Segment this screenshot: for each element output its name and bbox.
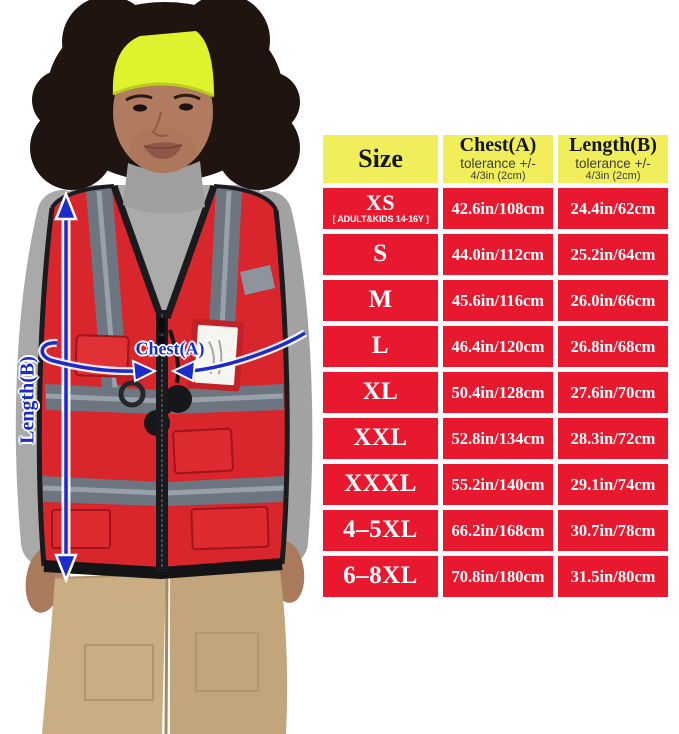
length-cell: 27.6in/70cm bbox=[558, 372, 668, 413]
size-cell: L bbox=[323, 326, 438, 367]
chest-cell: 52.8in/134cm bbox=[443, 418, 553, 459]
chest-cell: 66.2in/168cm bbox=[443, 510, 553, 551]
size-row-4-5xl bbox=[323, 510, 668, 551]
size-chart-header-row bbox=[323, 135, 668, 183]
chest-measure-label: Chest(A) bbox=[135, 338, 205, 359]
chest-cell: 42.6in/108cm bbox=[443, 188, 553, 229]
length-cell: 26.8in/68cm bbox=[558, 326, 668, 367]
size-cell: S bbox=[323, 234, 438, 275]
length-cell: 29.1in/74cm bbox=[558, 464, 668, 505]
size-cell: 6–8XL bbox=[323, 556, 438, 597]
size-cell: XXL bbox=[323, 418, 438, 459]
chest-cell: 50.4in/128cm bbox=[443, 372, 553, 413]
length-cell: 30.7in/78cm bbox=[558, 510, 668, 551]
size-row-xxl bbox=[323, 418, 668, 459]
chest-cell: 46.4in/120cm bbox=[443, 326, 553, 367]
size-cell: XXXL bbox=[323, 464, 438, 505]
size-cell: 4–5XL bbox=[323, 510, 438, 551]
size-row-m bbox=[323, 280, 668, 321]
size-cell: M bbox=[323, 280, 438, 321]
length-measure-label: Length(B) bbox=[16, 356, 39, 444]
pants bbox=[42, 571, 287, 734]
header-length: Length(B) tolerance +/- 4/3in (2cm) bbox=[558, 135, 668, 183]
model-head bbox=[30, 0, 300, 214]
size-row-xxxl bbox=[323, 464, 668, 505]
length-cell: 25.2in/64cm bbox=[558, 234, 668, 275]
size-row-xl bbox=[323, 372, 668, 413]
length-cell: 28.3in/72cm bbox=[558, 418, 668, 459]
size-row-xs bbox=[323, 188, 668, 229]
size-row-s bbox=[323, 234, 668, 275]
chest-cell: 44.0in/112cm bbox=[443, 234, 553, 275]
size-chart-table bbox=[323, 135, 668, 597]
size-cell: XS [ ADULT&KIDS 14-16Y ] bbox=[323, 188, 438, 229]
length-cell: 31.5in/80cm bbox=[558, 556, 668, 597]
header-chest: Chest(A) tolerance +/- 4/3in (2cm) bbox=[443, 135, 553, 183]
chest-cell: 55.2in/140cm bbox=[443, 464, 553, 505]
size-cell: XL bbox=[323, 372, 438, 413]
chest-cell: 70.8in/180cm bbox=[443, 556, 553, 597]
header-size: Size bbox=[323, 135, 438, 183]
chest-cell: 45.6in/116cm bbox=[443, 280, 553, 321]
size-row-6-8xl bbox=[323, 556, 668, 597]
length-cell: 24.4in/62cm bbox=[558, 188, 668, 229]
length-cell: 26.0in/66cm bbox=[558, 280, 668, 321]
size-row-l bbox=[323, 326, 668, 367]
